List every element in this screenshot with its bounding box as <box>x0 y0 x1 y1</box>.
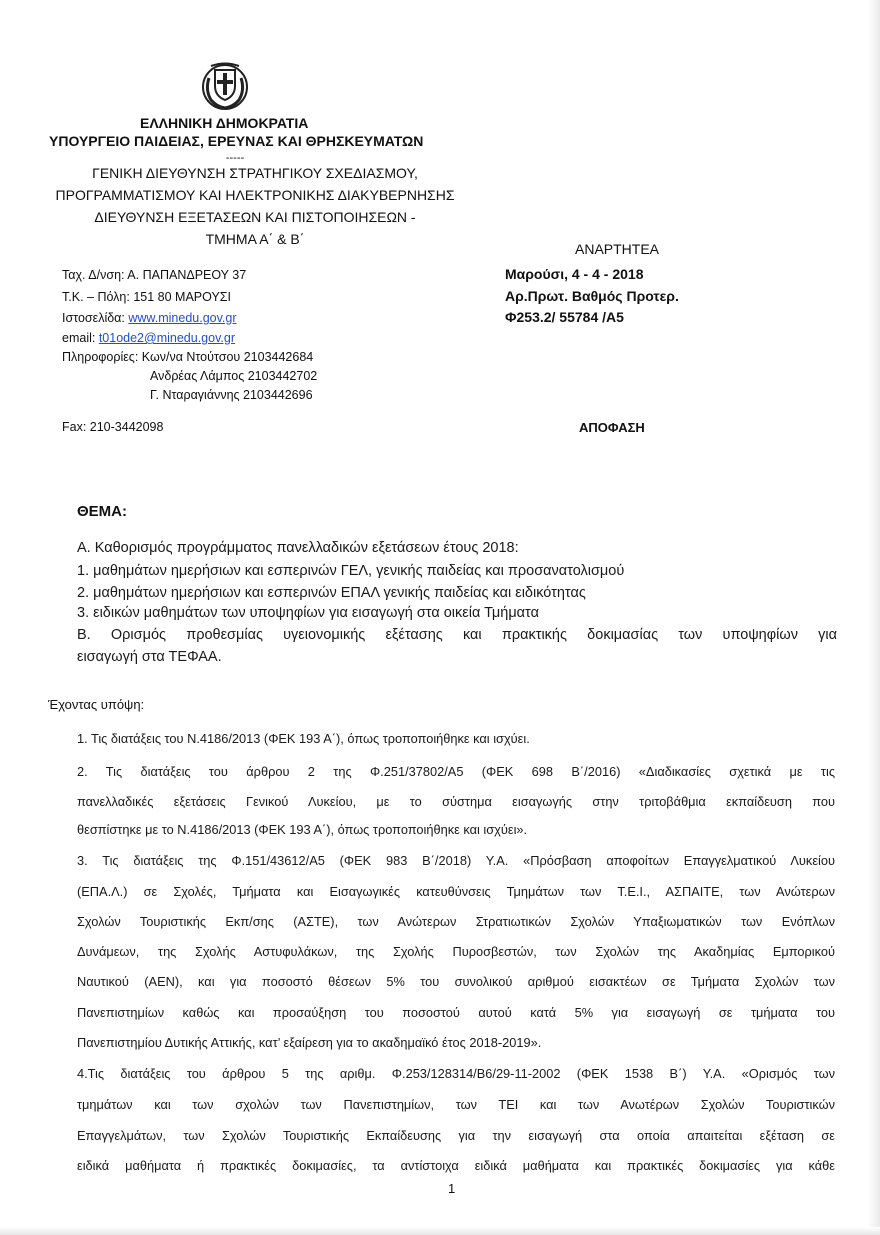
body-line-6: (ΕΠΑ.Λ.) σε Σχολές, Τμήματα και Εισαγωγικές κατευθύνσεις Τμημάτων των Τ.Ε.Ι., ΑΣΠΑΙΤΕ, των Ανώτερων <box>77 884 835 899</box>
info-line-1: Πληροφορίες: Κων/να Ντούτσου 2103442684 <box>62 350 314 364</box>
body-line-15: ειδικά μαθήματα ή πρακτικές δοκιμασίες, τα αντίστοιχα ειδικά μαθήματα και πρακτικές δοκιμασίες για κάθε <box>77 1158 835 1173</box>
website-line <box>62 311 237 325</box>
body-line-7: Σχολών Τουριστικής Εκπ/σης (ΑΣΤΕ), των Ανώτερων Στρατιωτικών Σχολών Υπαξιωματικών των Ενόπλων <box>77 914 835 929</box>
body-line-12: 4.Τις διατάξεις του άρθρου 5 της αριθμ. Φ.253/128314/Β6/29-11-2002 (ΦΕΚ 1538 Β΄) Υ.Α. «Ορισμός των <box>77 1066 835 1081</box>
department-line: ΤΜΗΜΑ Α΄ & Β΄ <box>205 231 305 247</box>
header-separator: ----- <box>225 152 245 164</box>
address-line: Ταχ. Δ/νση: Α. ΠΑΠΑΝΔΡΕΟΥ 37 <box>62 268 247 282</box>
email-link[interactable]: t01ode2@minedu.gov.gr <box>98 331 235 345</box>
republic-title: ΕΛΛΗΝΙΚΗ ΔΗΜΟΚΡΑΤΙΑ <box>140 115 309 131</box>
email-line <box>62 331 235 345</box>
body-line-5: 3. Τις διατάξεις της Φ.151/43612/Α5 (ΦΕΚ 983 Β΄/2018) Υ.Α. «Πρόσβαση αποφοίτων Επαγγελματικού Λυκείου <box>77 853 835 868</box>
email-label: email: <box>62 331 99 345</box>
body-line-9: Ναυτικού (ΑΕΝ), και για ποσοστό θέσεων 5% του συνολικού αριθμού εισακτέων σε Τμήματα Σχολών των <box>77 974 835 989</box>
subject-item-2: 2. μαθημάτων ημερήσιων και εσπερινών ΕΠΑΛ γενικής παιδείας και ειδικότητας <box>77 585 586 601</box>
postal-line: Τ.Κ. – Πόλη: 151 80 ΜΑΡΟΥΣΙ <box>62 290 231 304</box>
subject-item-1: 1. μαθημάτων ημερήσιων και εσπερινών ΓΕΛ, γενικής παιδείας και προσανατολισμού <box>77 563 625 579</box>
subject-line-a: Α. Καθορισμός προγράμματος πανελλαδικών εξετάσεων έτους 2018: <box>77 540 519 556</box>
fax-line: Fax: 210-3442098 <box>62 420 164 434</box>
subject-title: ΘΕΜΑ: <box>77 503 127 520</box>
page-number: 1 <box>448 1181 456 1196</box>
body-line-1: 1. Τις διατάξεις του Ν.4186/2013 (ΦΕΚ 193 Α΄), όπως τροποποιήθηκε και ισχύει. <box>77 731 530 746</box>
directorate-line-2: ΠΡΟΓΡΑΜΜΑΤΙΣΜΟΥ ΚΑΙ ΗΛΕΚΤΡΟΝΙΚΗΣ ΔΙΑΚΥΒΕΡΝΗΣΗΣ <box>55 187 455 203</box>
body-line-3: πανελλαδικές εξετάσεις Γενικού Λυκείου, με το σύστημα εισαγωγής στην τριτοβάθμια εκπαίδευση που <box>77 794 835 809</box>
body-line-10: Πανεπιστημίων καθώς και προσαύξηση του ποσοστού αυτού κατά 5% για εισαγωγή σε τμήματα του <box>77 1005 835 1020</box>
subject-item-3: 3. ειδικών μαθημάτων των υποψηφίων για εισαγωγή στα οικεία Τμήματα <box>77 605 539 621</box>
page-bottom-shadow <box>0 1227 880 1235</box>
greek-emblem-icon <box>199 60 251 112</box>
body-line-13: τμημάτων και των σχολών των Πανεπιστημίων, των ΤΕΙ και των Ανωτέρων Σχολών Τουριστικών <box>77 1097 835 1112</box>
website-label: Ιστοσελίδα: <box>62 311 129 325</box>
subject-line-b-2: εισαγωγή στα ΤΕΦΑΑ. <box>77 649 222 665</box>
subject-line-b-1: Β. Ορισμός προθεσμίας υγειονομικής εξέτασης και πρακτικής δοκιμασίας των υποψηφίων για <box>77 627 837 643</box>
body-line-8: Δυνάμεων, της Σχολής Αστυφυλάκων, της Σχολής Πυροσβεστών, των Σχολών της Ακαδημίας Εμπορικού <box>77 944 835 959</box>
decision-label: ΑΠΟΦΑΣΗ <box>579 420 645 435</box>
posting-label: ΑΝΑΡΤΗΤΕΑ <box>575 241 660 257</box>
body-line-4: θεσπίστηκε με το Ν.4186/2013 (ΦΕΚ 193 Α΄), όπως τροποποιήθηκε και ισχύει». <box>77 822 528 837</box>
page-edge-shadow <box>868 0 880 1235</box>
body-line-2: 2. Τις διατάξεις του άρθρου 2 της Φ.251/37802/Α5 (ΦΕΚ 698 Β΄/2016) «Διαδικασίες σχετικά με τις <box>77 764 835 779</box>
body-line-11: Πανεπιστημίου Δυτικής Αττικής, κατ’ εξαίρεση για το ακαδημαϊκό έτος 2018-2019». <box>77 1035 542 1050</box>
protocol-label: Αρ.Πρωτ. Βαθμός Προτερ. <box>505 288 679 304</box>
website-link[interactable]: www.minedu.gov.gr <box>128 311 237 325</box>
considering-heading: Έχοντας υπόψη: <box>48 697 145 712</box>
info-line-3: Γ. Νταραγιάννης 2103442696 <box>150 388 313 402</box>
document-date: Μαρούσι, 4 - 4 - 2018 <box>505 266 644 282</box>
ministry-title: ΥΠΟΥΡΓΕΙΟ ΠΑΙΔΕΙΑΣ, ΕΡΕΥΝΑΣ ΚΑΙ ΘΡΗΣΚΕΥΜΑΤΩΝ <box>49 133 424 149</box>
directorate-line-3: ΔΙΕΥΘΥΝΣΗ ΕΞΕΤΑΣΕΩΝ ΚΑΙ ΠΙΣΤΟΠΟΙΗΣΕΩΝ - <box>94 209 416 225</box>
body-line-14: Επαγγελμάτων, των Σχολών Τουριστικής Εκπαίδευσης για την εισαγωγή στα οποία απαιτείται εξέταση σε <box>77 1128 835 1143</box>
directorate-line-1: ΓΕΝΙΚΗ ΔΙΕΥΘΥΝΣΗ ΣΤΡΑΤΗΓΙΚΟΥ ΣΧΕΔΙΑΣΜΟΥ, <box>92 165 418 181</box>
info-line-2: Ανδρέας Λάμπος 2103442702 <box>150 369 318 383</box>
protocol-number: Φ253.2/ 55784 /Α5 <box>505 309 624 325</box>
